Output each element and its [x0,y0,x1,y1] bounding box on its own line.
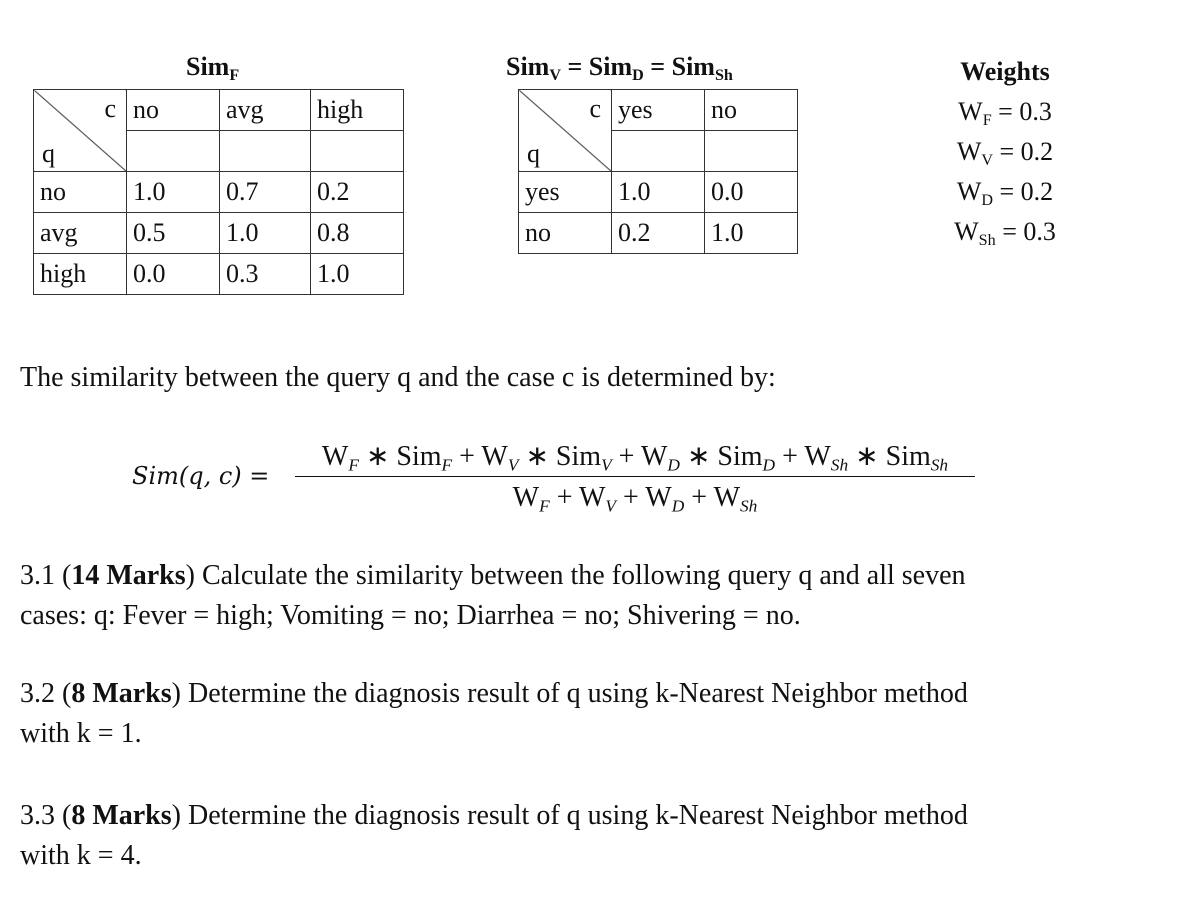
question-3-3: 3.3 (8 Marks) Determine the diagnosis result of q using k-Nearest Neighbor method with k = 4. [20,800,968,871]
formula-fraction [295,438,975,517]
simf-table [33,89,404,295]
cell: 0.3 [220,254,311,295]
question-3-1: 3.1 (14 Marks) Calculate the similarity between the following query q and all seven cases: q: Fever = high; Vomiting = no; Diarrhea = no; Shivering = no. [20,560,966,631]
cell: 1.0 [612,172,705,213]
column-header: avg [220,90,311,131]
simv-table [518,89,798,254]
weights-title: Weights [960,57,1050,86]
formula-numerator: $W_F$ ∗ $Sim_F + W_V$ ∗ $Sim_V + W_D$ ∗ $Sim_D + W_{Sh}$ ∗ Sim$_{Sh}$ [295,438,975,477]
cell: 1.0 [705,213,798,254]
simv-title: Sim$_V$ = Sim$_D$ = Sim$_{Sh}$ [506,52,733,85]
row-header: no [34,172,127,213]
row-header: high [34,254,127,295]
cell: 0.0 [127,254,220,295]
cell: 1.0 [220,213,311,254]
cell: 0.2 [612,213,705,254]
row-header: yes [519,172,612,213]
weight-sh: $W_{Sh} = 0.3$ [954,217,1056,250]
cell: 0.2 [311,172,404,213]
simf-title: Sim$_F$ [186,52,240,85]
table-row [519,213,798,254]
weights-block [935,52,1075,252]
cell: 1.0 [311,254,404,295]
cell: 0.0 [705,172,798,213]
corner-cell: c q [519,90,612,172]
question-3-2: 3.2 (8 Marks) Determine the diagnosis result of q using k-Nearest Neighbor method with k = 1. [20,678,968,749]
cell: 0.7 [220,172,311,213]
formula-lhs: Sim(q, c) = [132,462,270,490]
cell: 0.5 [127,213,220,254]
weight-f: $W_F = 0.3$ [958,97,1052,130]
table-row [34,213,404,254]
cell: 0.8 [311,213,404,254]
column-header: no [705,90,798,131]
formula-denominator: $W_F + W_V + W_D + W_{Sh}$ [512,482,758,516]
table-row [519,172,798,213]
weight-v: $W_V = 0.2$ [956,137,1054,170]
column-header: no [127,90,220,131]
corner-cell: c q [34,90,127,172]
table-row [34,254,404,295]
cell: 1.0 [127,172,220,213]
table-row [34,172,404,213]
table-row [519,90,798,131]
row-header: avg [34,213,127,254]
column-header: yes [612,90,705,131]
weight-d: $W_D = 0.2$ [956,177,1054,210]
row-header: no [519,213,612,254]
intro-text: The similarity between the query q and the case c is determined by: [20,362,776,393]
table-row [34,90,404,131]
column-header: high [311,90,404,131]
